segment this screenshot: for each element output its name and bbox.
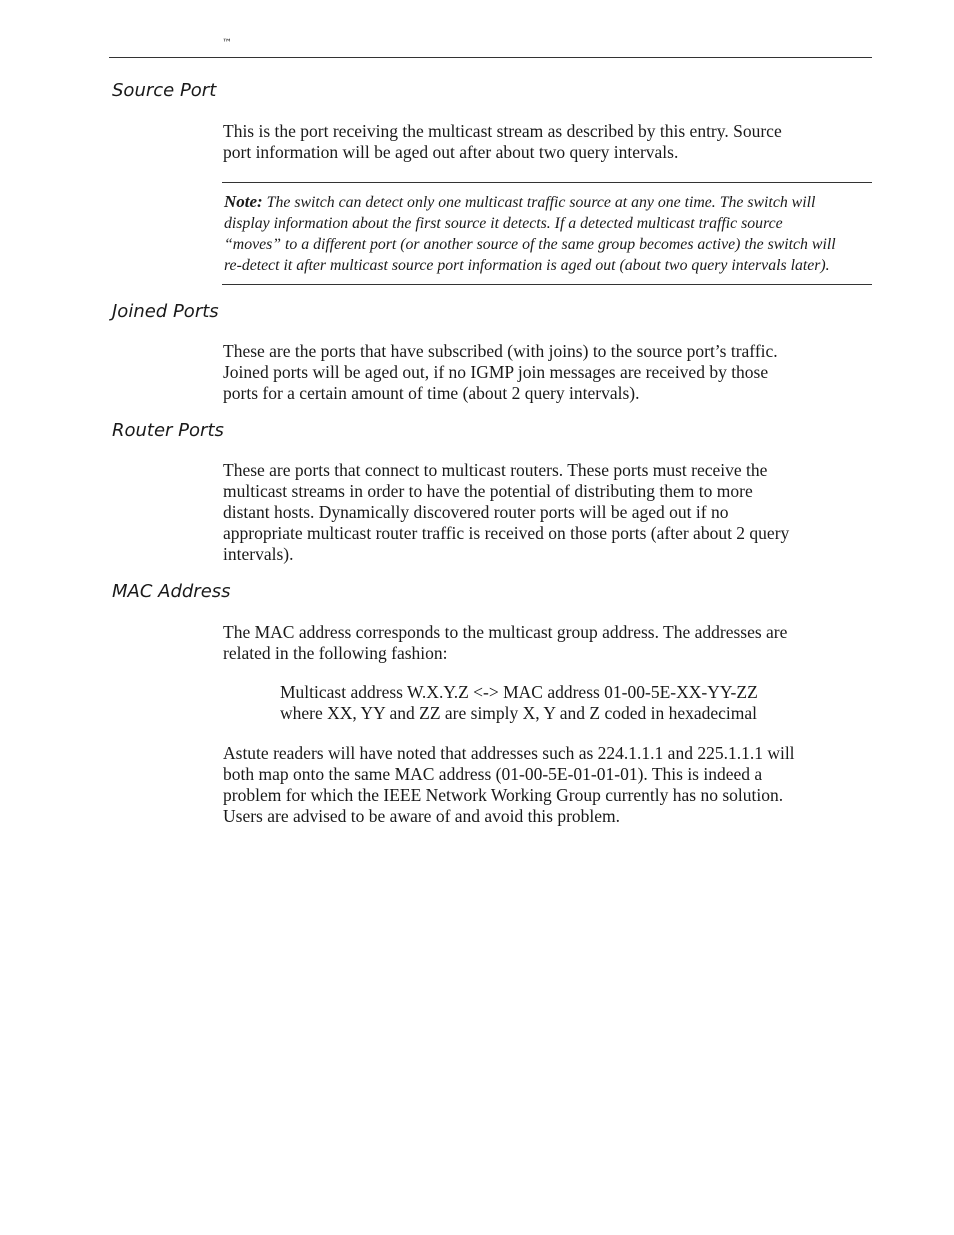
note-box (222, 182, 872, 285)
paragraph-mac-address (223, 622, 873, 664)
paragraph-line: problem for which the IEEE Network Working Group currently has no solution. (223, 785, 784, 805)
paragraph-line: port information will be aged out after about two query intervals. (223, 142, 679, 162)
paragraph-line: The MAC address corresponds to the multicast group address. The addresses are (223, 622, 788, 642)
note-line: “moves” to a different port (or another source of the same group becomes active) the switch will (224, 236, 836, 253)
formula-line: where XX, YY and ZZ are simply X, Y and Z coded in hexadecimal (280, 703, 758, 723)
paragraph-line: multicast streams in order to have the potential of distributing them to more (223, 481, 753, 501)
note-line: display information about the first source it detects. If a detected multicast traffic source (224, 215, 783, 232)
heading-source-port: Source Port (112, 80, 217, 101)
note-label: Note: (224, 192, 263, 211)
paragraph-line: both map onto the same MAC address (01-00-5E-01-01-01). This is indeed a (223, 764, 763, 784)
paragraph-line: related in the following fashion: (223, 643, 448, 663)
paragraph-line: This is the port receiving the multicast stream as described by this entry. Source (223, 121, 782, 141)
note-text (224, 191, 870, 276)
formula-line: Multicast address W.X.Y.Z <-> MAC address 01-00-5E-XX-YY-ZZ (280, 682, 758, 702)
paragraph-line: These are ports that connect to multicast routers. These ports must receive the (223, 460, 768, 480)
header-rule (109, 57, 872, 58)
note-line-text: The switch can detect only one multicast traffic source at any one time. The switch will (262, 194, 816, 211)
note-line (224, 191, 870, 213)
heading-router-ports: Router Ports (112, 420, 224, 441)
paragraph-line: ports for a certain amount of time (about 2 query intervals). (223, 383, 640, 403)
paragraph-line: Users are advised to be aware of and avoid this problem. (223, 806, 621, 826)
mac-mapping-formula (280, 682, 860, 724)
paragraph-source-port (223, 121, 873, 163)
heading-joined-ports: Joined Ports (112, 301, 219, 322)
trademark-symbol: ™ (222, 38, 233, 49)
paragraph-router-ports (223, 460, 873, 565)
paragraph-line: intervals). (223, 544, 294, 564)
paragraph-line: Joined ports will be aged out, if no IGMP join messages are received by those (223, 362, 769, 382)
note-line: re-detect it after multicast source port information is aged out (about two query intervals later). (224, 257, 830, 274)
heading-mac-address: MAC Address (112, 581, 231, 602)
paragraph-mac-address-note (223, 743, 873, 827)
paragraph-joined-ports (223, 341, 873, 404)
paragraph-line: distant hosts. Dynamically discovered router ports will be aged out if no (223, 502, 729, 522)
paragraph-line: These are the ports that have subscribed (with joins) to the source port’s traffic. (223, 341, 778, 361)
paragraph-line: appropriate multicast router traffic is received on those ports (after about 2 query (223, 523, 790, 543)
paragraph-line: Astute readers will have noted that addresses such as 224.1.1.1 and 225.1.1.1 will (223, 743, 795, 763)
